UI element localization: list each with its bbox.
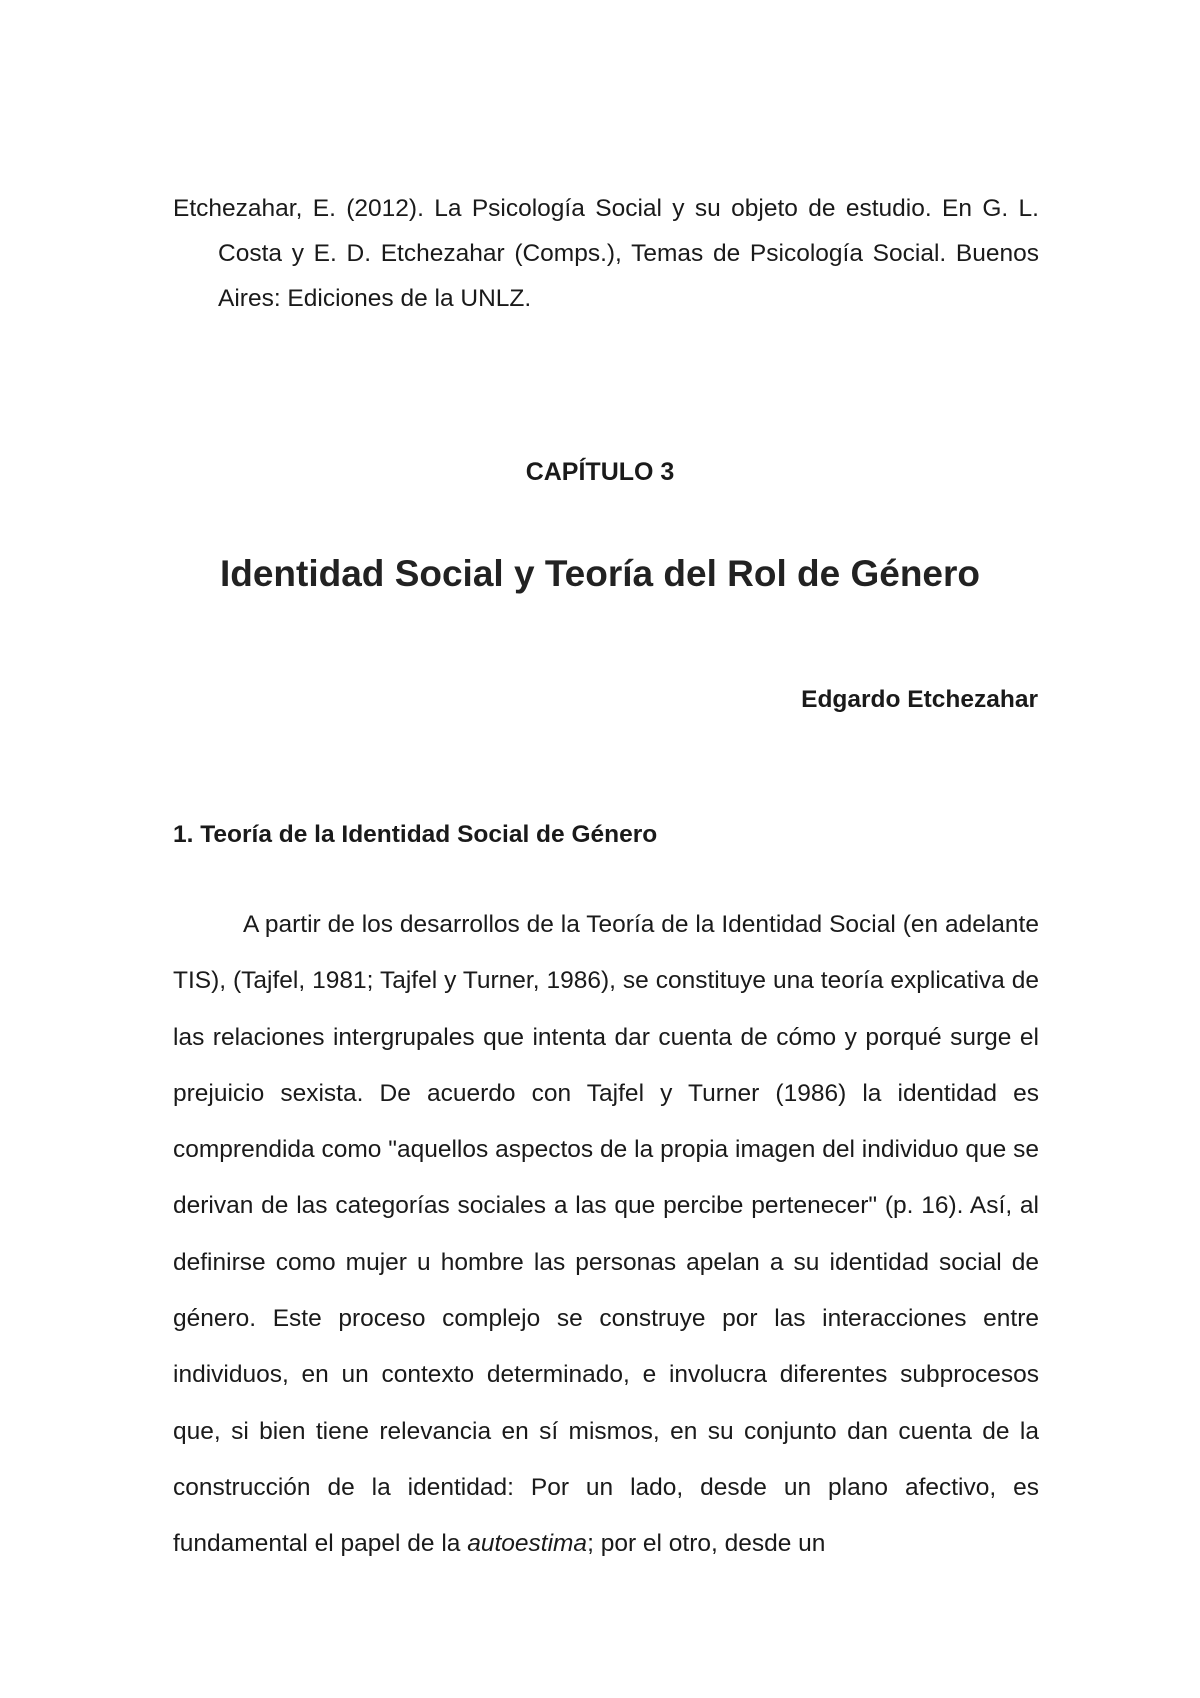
chapter-title: Identidad Social y Teoría del Rol de Género <box>219 553 981 594</box>
paragraph-text-continued: ; por el otro, desde un <box>587 1530 826 1558</box>
author-name: Edgardo Etchezahar <box>801 686 1038 713</box>
emphasis-term: autoestima <box>467 1530 588 1558</box>
chapter-label: CAPÍTULO 3 <box>525 458 675 486</box>
citation-reference: Etchezahar, E. (2012). La Psicología Social y su objeto de estudio. En G. L. Costa y E. D. Etchezahar (Comps.), Temas de Psicología Social. Buenos Aires: Ediciones de la UNLZ. <box>173 195 1039 312</box>
body-paragraph <box>173 897 1039 1573</box>
paragraph-text: A partir de los desarrollos de la Teoría de la Identidad Social (en adelante TIS), (Tajfel, 1981; Tajfel y Turner, 1986), se constituye una teoría explicativa de las relaciones intergrupales que intenta dar cuenta de cómo y porqué surge el prejuicio sexista. De acuerdo con Tajfel y Turner (1986) la identidad es comprendida como "aquellos aspectos de la propia imagen del individuo que se derivan de las categorías sociales a las que percibe pertenecer" (p. 16). Así, al definirse como mujer u hombre las personas apelan a su identidad social de género. Este proceso complejo se construye por las interacciones entre individuos, en un contexto determinado, e involucra diferentes subprocesos que, si bien tiene relevancia en sí mismos, en su conjunto dan cuenta de la construcción de la identidad: Por un lado, desde un plano afectivo, es fundamental el papel de la <box>173 911 1039 1558</box>
section-heading: 1. Teoría de la Identidad Social de Género <box>173 821 658 848</box>
